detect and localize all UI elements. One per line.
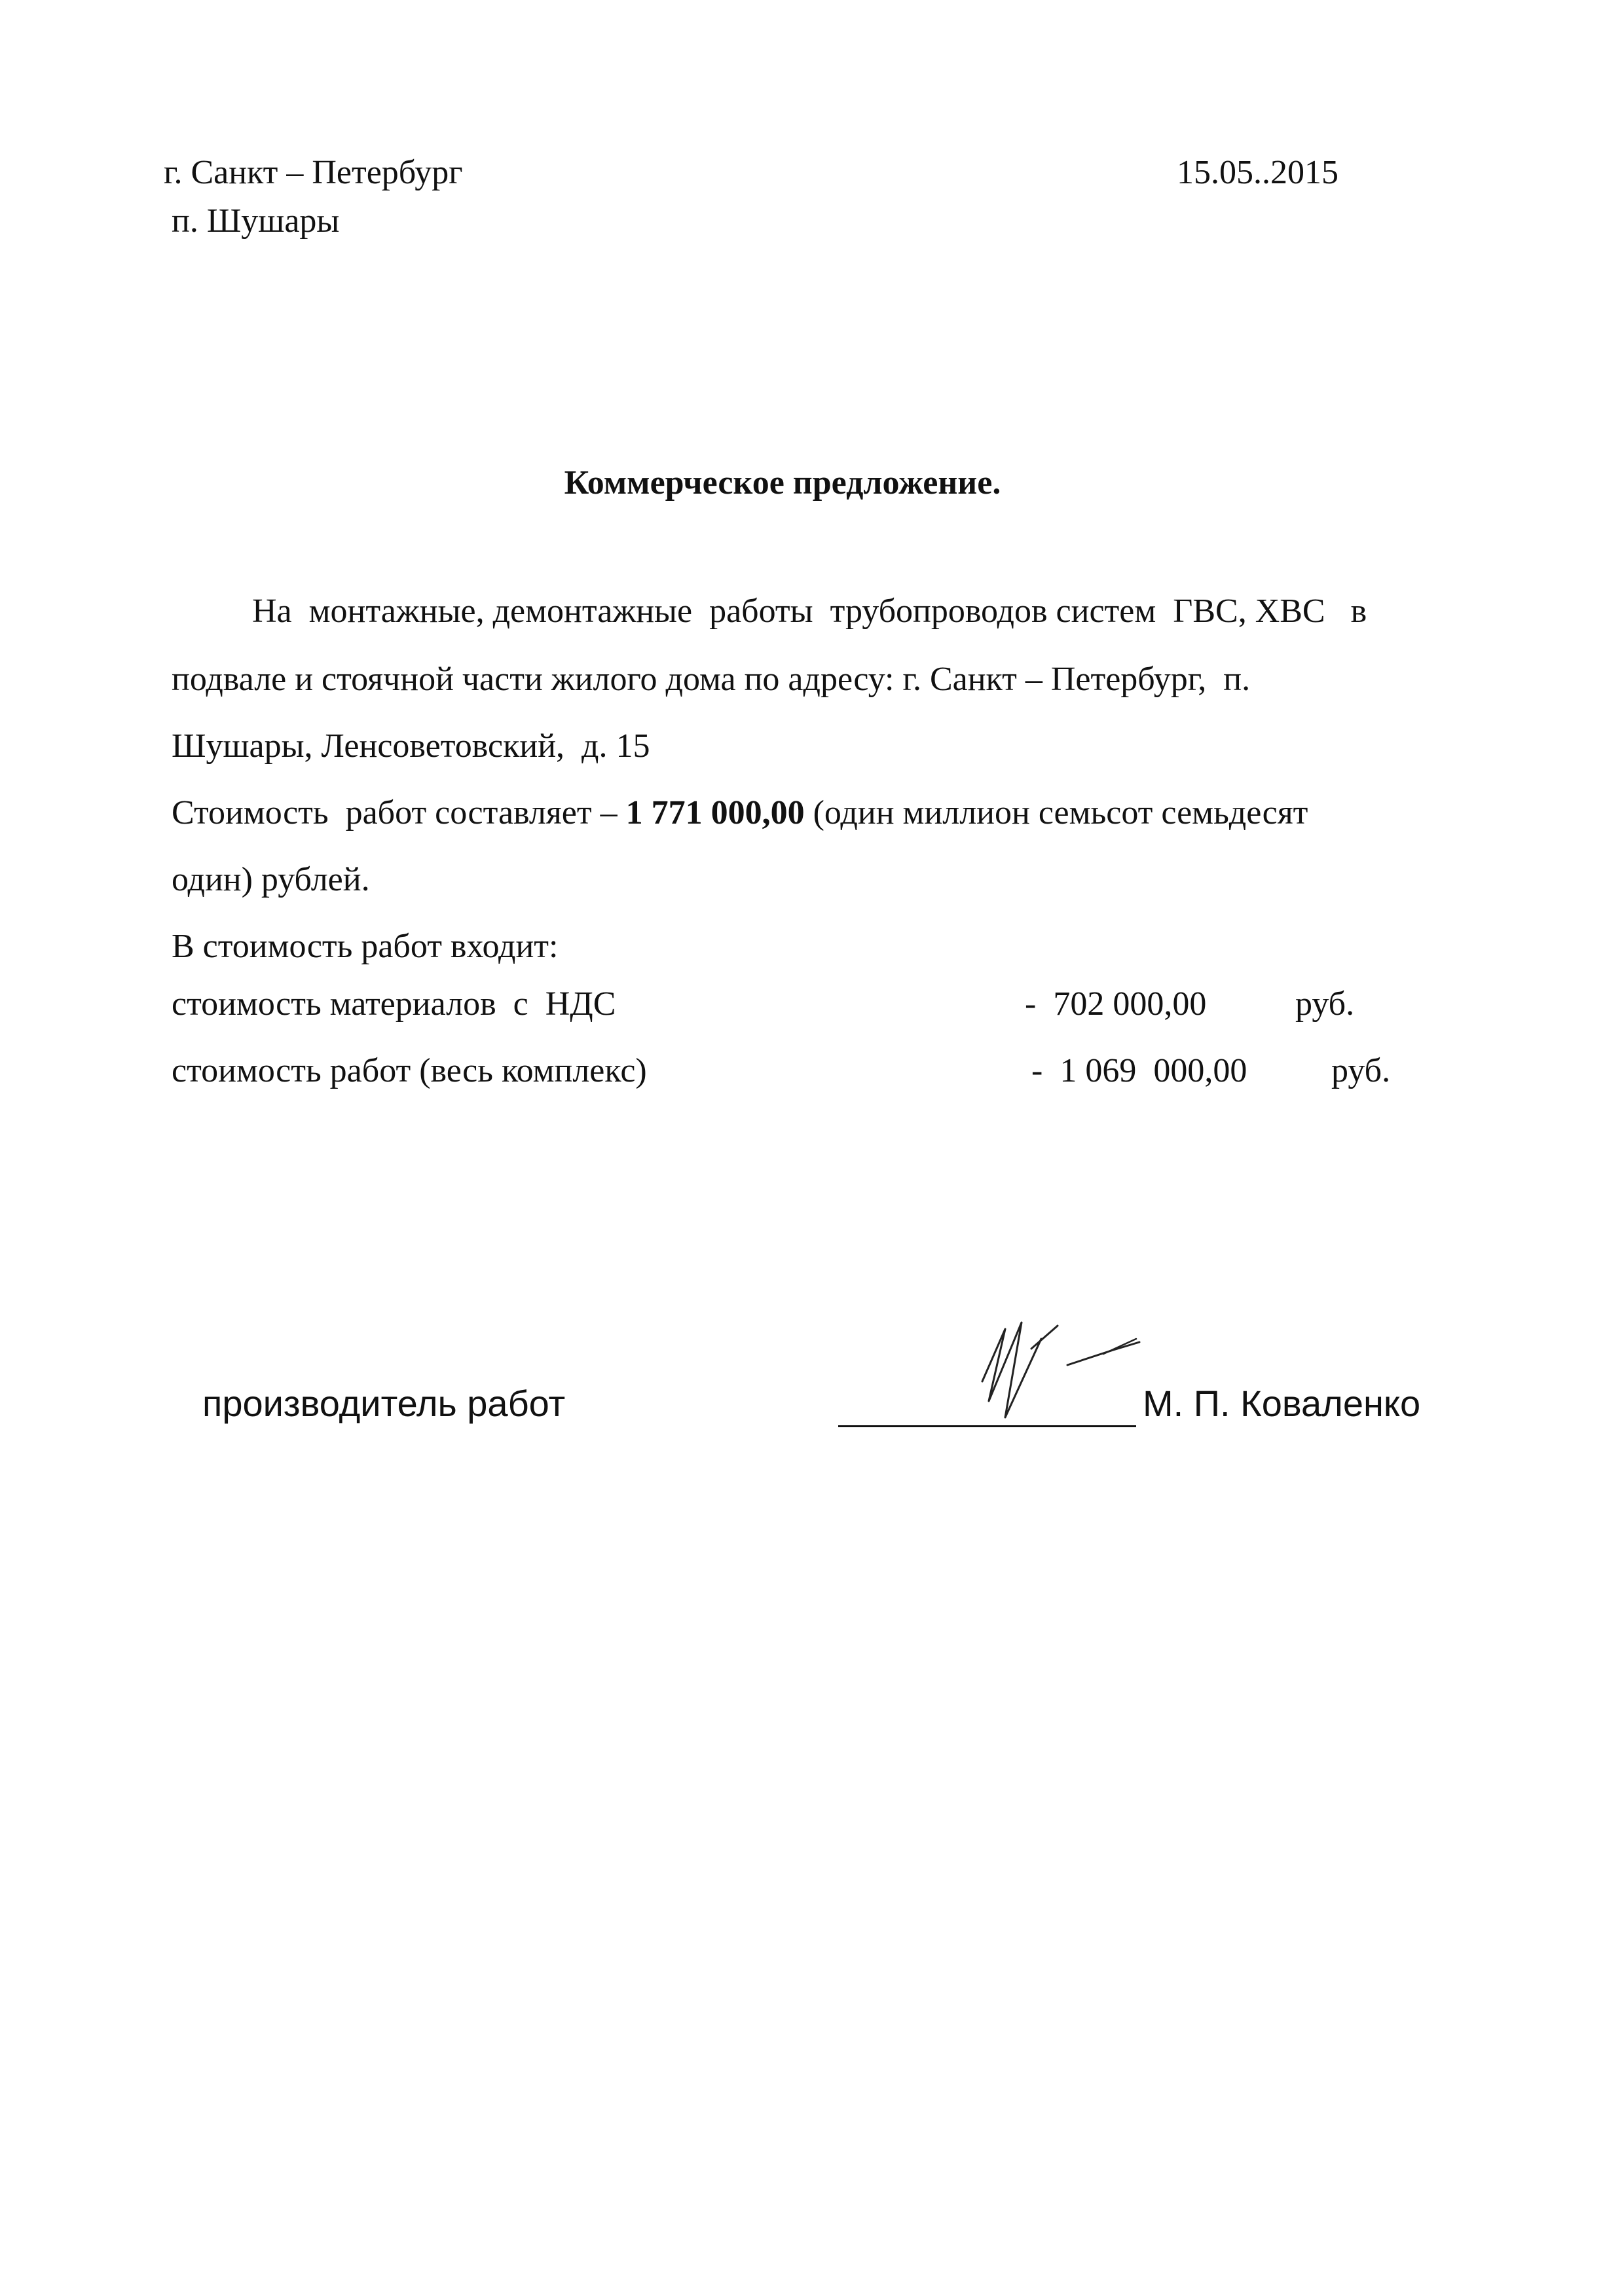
document-date: 15.05..2015: [1177, 154, 1338, 191]
signer-name: М. П. Коваленко: [1143, 1383, 1421, 1424]
settlement-line: п. Шушары: [172, 202, 340, 240]
paragraph-line-6: В стоимость работ входит:: [172, 928, 559, 965]
city-line: г. Санкт – Петербург: [164, 154, 463, 191]
cost-item-label: стоимость работ (весь комплекс): [172, 1052, 647, 1089]
document-title: Коммерческое предложение.: [564, 464, 1001, 501]
total-cost-prefix: Стоимость работ составляет –: [172, 794, 626, 831]
paragraph-line-3: Шушары, Ленсоветовский, д. 15: [172, 727, 650, 765]
paragraph-line-4: [172, 796, 1308, 830]
total-cost-amount: 1 771 000,00: [625, 794, 805, 831]
document-title-row: [0, 466, 1624, 500]
paragraph-line-1: На монтажные, демонтажные работы трубопроводов систем ГВС, ХВС в: [252, 592, 1367, 630]
total-cost-words: (один миллион семьсот семьдесят: [804, 794, 1308, 831]
cost-item-label: стоимость материалов с НДС: [172, 985, 616, 1023]
signer-role: производитель работ: [202, 1383, 566, 1424]
cost-item-amount: - 702 000,00: [1025, 985, 1207, 1023]
paragraph-line-5: один) рублей.: [172, 861, 370, 898]
paragraph-line-2: подвале и стоячной части жилого дома по адресу: г. Санкт – Петербург, п.: [172, 661, 1251, 698]
cost-item-amount: - 1 069 000,00: [1031, 1052, 1247, 1089]
cost-item-unit: руб.: [1295, 985, 1355, 1023]
cost-item-unit: руб.: [1331, 1052, 1391, 1089]
handwritten-signature: [943, 1303, 1159, 1434]
